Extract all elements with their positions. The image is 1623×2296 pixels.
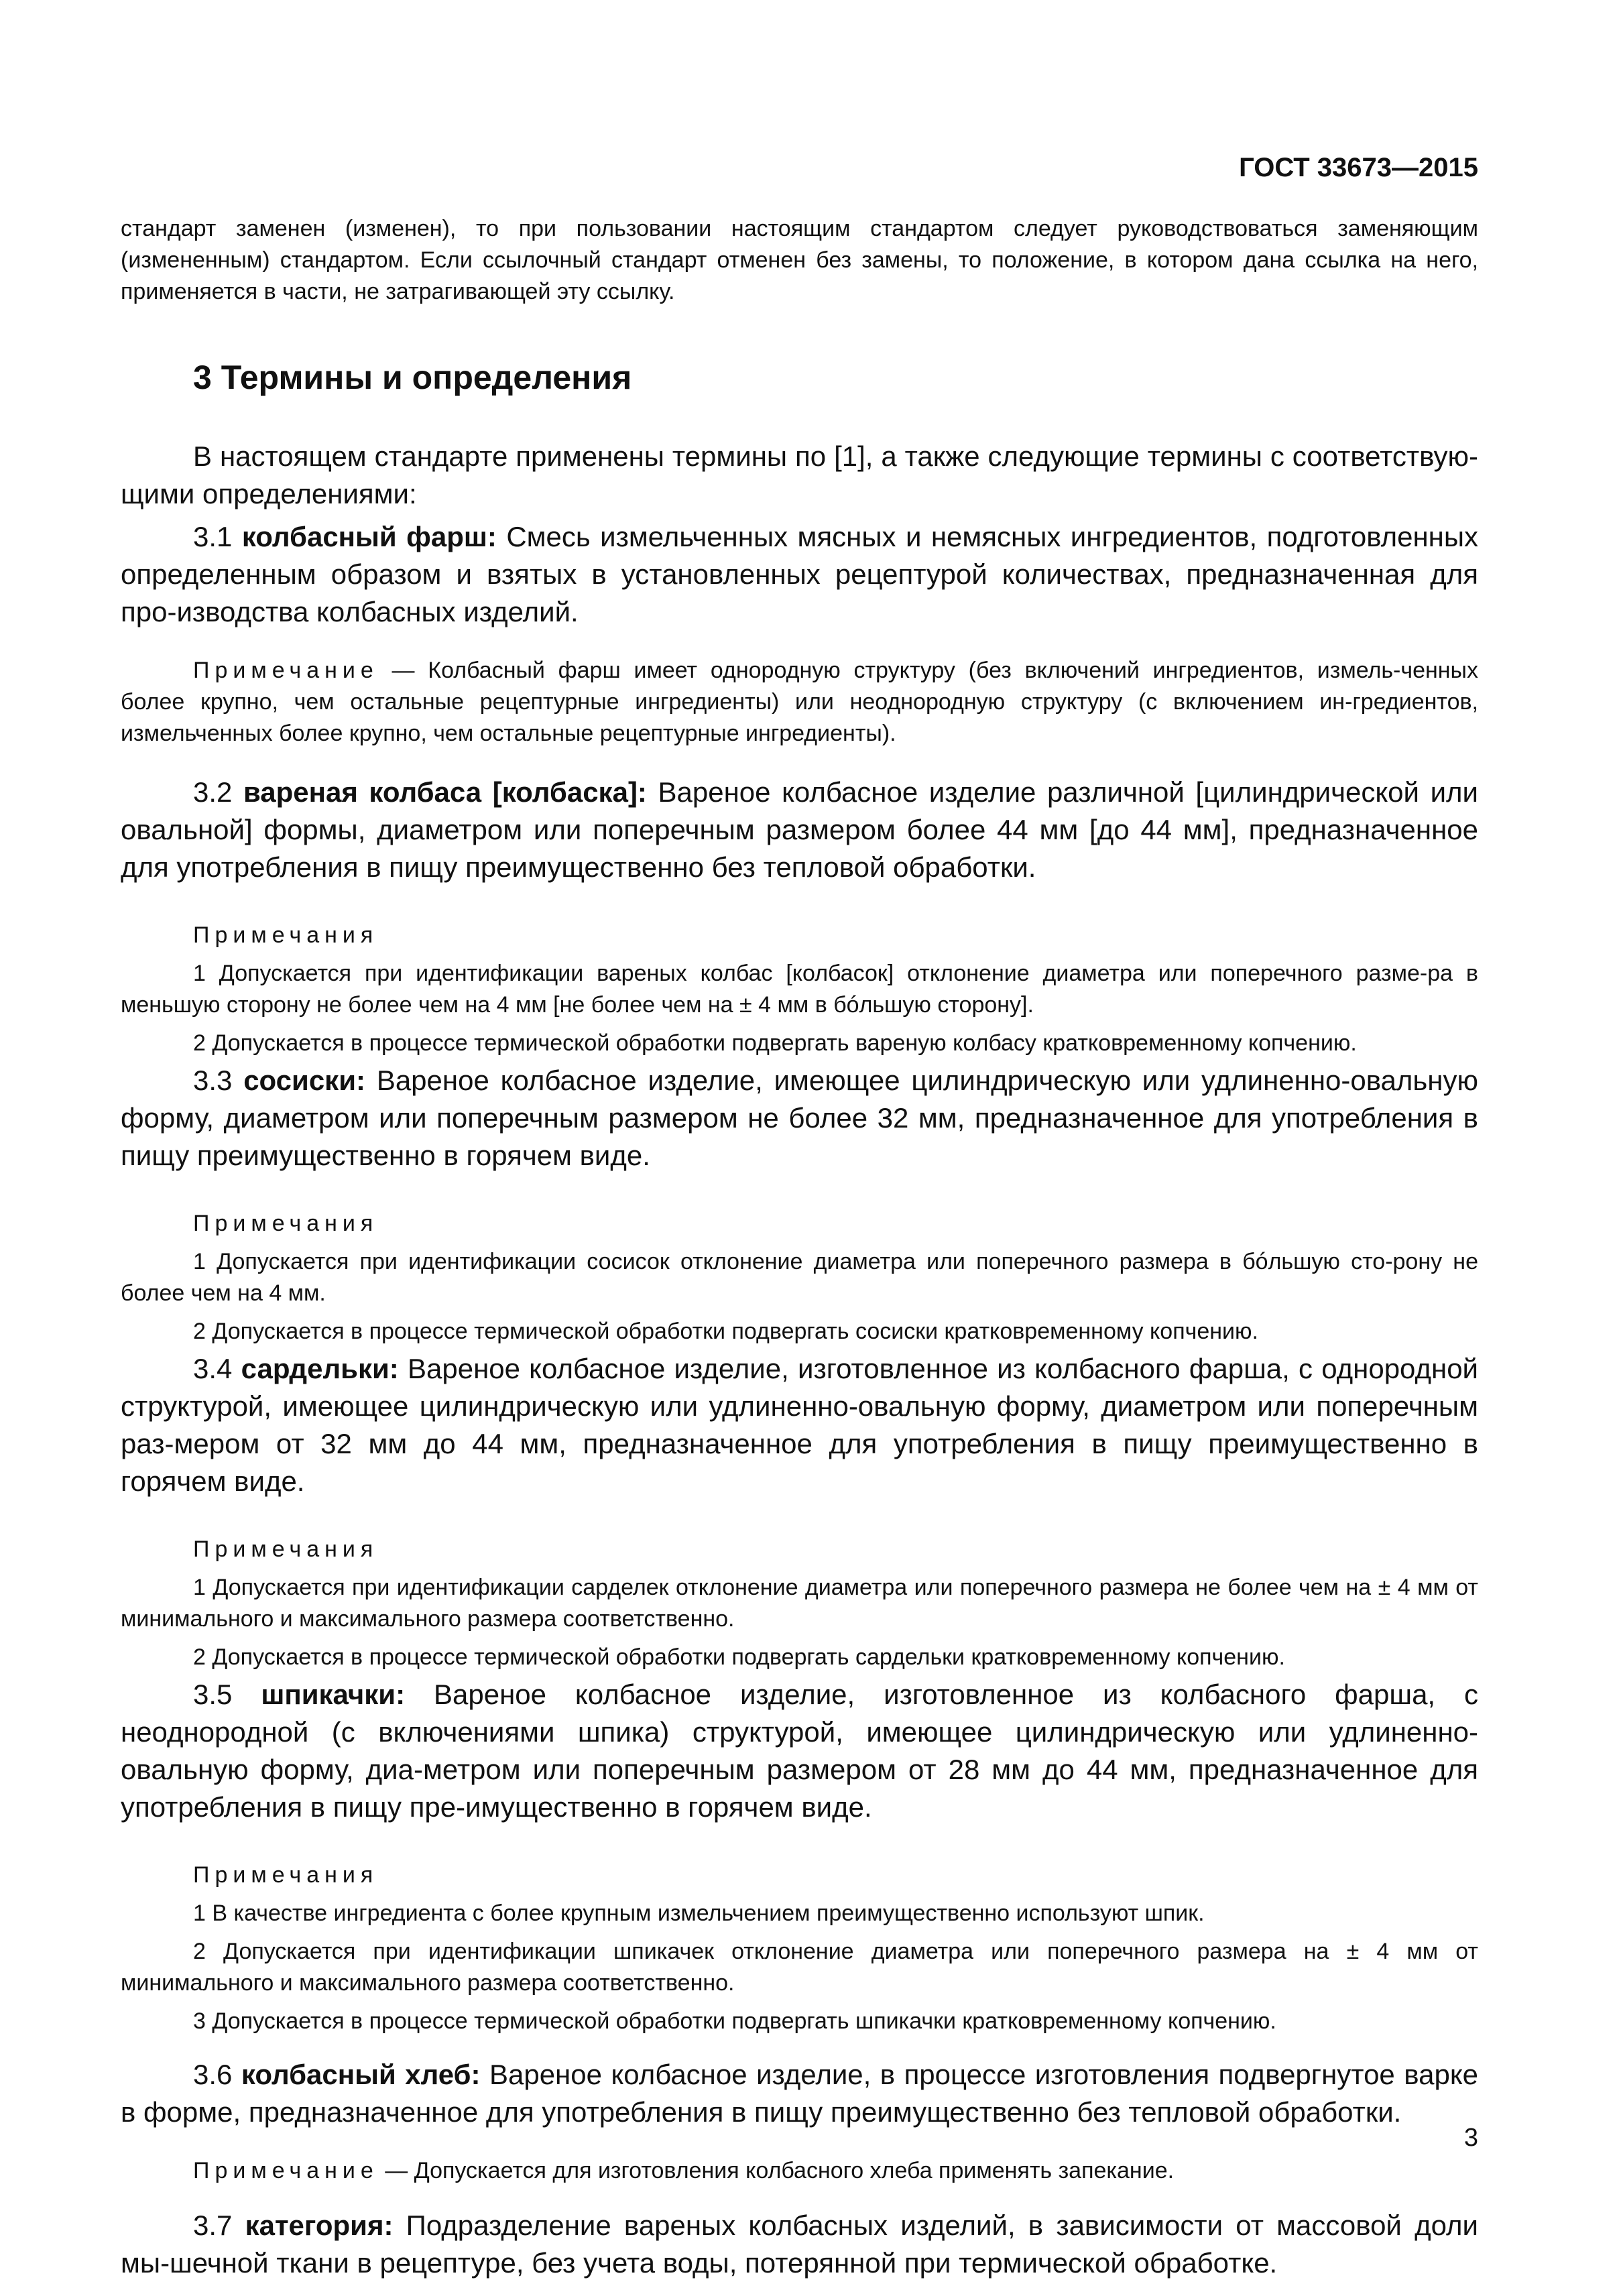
section-title: 3 Термины и определения: [193, 359, 632, 396]
term-definition: Вареное колбасное изделие, изготовленное из колбасного фарша, с однородной структурой, имеющее цилиндрическую или удлиненно-овальную форму, диаметром или поперечным раз-мером от 32 мм до 44 мм, предназначенное для употребления в пищу преимущественно в горячем виде.: [121, 1353, 1479, 1497]
term-name: шпикачки:: [261, 1679, 406, 1710]
document-header-id: ГОСТ 33673—2015: [1239, 153, 1478, 182]
term-number: 3.4: [193, 1353, 233, 1384]
page-content: [121, 213, 1478, 2282]
term-definition: Вареное колбасное изделие, имеющее цилиндрическую или удлиненно-овальную форму, диаметром или поперечным размером не более 32 мм, предназначенное для употребления в пищу преимущественно в горячем виде.: [121, 1065, 1478, 1171]
note-3-5-1: 1 В качестве ингредиента с более крупным измельчением преимущественно используют шпик.: [193, 1900, 1205, 1926]
term-3-4: [121, 1350, 1478, 1500]
term-3-1: [121, 518, 1478, 631]
note-3-6: [121, 2155, 1478, 2187]
term-3-5: [121, 1676, 1478, 1826]
term-name: сардельки:: [241, 1353, 399, 1384]
intro-paragraph: стандарт заменен (изменен), то при пользовании настоящим стандартом следует руководствоваться заменяющим (измененным) стандартом. Если ссылочный стандарт отменен без замены, то положение, в котором дана ссылка на него, применяется в части, не затрагивающей эту ссылку.: [121, 216, 1478, 304]
term-name: колбасный фарш:: [241, 521, 497, 552]
term-number: 3.5: [193, 1679, 233, 1710]
note-label: Примечание: [193, 658, 379, 683]
term-definition: Смесь измельченных мясных и немясных ингредиентов, подготовленных определенным образом и взятых в установленных рецептурой количествах, предназначенная для про-изводства колбасных изделий.: [121, 521, 1479, 627]
section-lead: В настоящем стандарте применены термины по [1], а также следующие термины с соответствую-щими определениями:: [121, 440, 1478, 509]
term-number: 3.6: [193, 2059, 233, 2090]
term-definition: Вареное колбасное изделие, в процессе изготовления подвергнутое варке в форме, предназначенное для употребления в пищу преимущественно без тепловой обработки.: [121, 2059, 1479, 2128]
term-name: категория:: [245, 2210, 394, 2241]
notes-label-3-3: Примечания: [193, 1211, 379, 1236]
page-number: 3: [1463, 2124, 1478, 2152]
term-name: сосиски:: [243, 1065, 366, 1096]
notes-label-3-2: Примечания: [193, 922, 379, 948]
notes-label-3-4: Примечания: [193, 1536, 379, 1562]
term-number: 3.3: [193, 1065, 233, 1096]
term-3-7: [121, 2207, 1478, 2282]
term-name: колбасный хлеб:: [241, 2059, 481, 2090]
note-3-5-2: 2 Допускается при идентификации шпикачек отклонение диаметра или поперечного размера на ± 4 мм от минимального и максимального размера соответственно.: [121, 1939, 1478, 1996]
note-3-5-3: 3 Допускается в процессе термической обработки подвергать шпикачки кратковременному копчению.: [193, 2008, 1276, 2034]
term-3-3: [121, 1062, 1478, 1174]
note-3-3-1: 1 Допускается при идентификации сосисок отклонение диаметра или поперечного размера в бóльшую сто-рону не более чем на 4 мм.: [121, 1249, 1478, 1306]
term-number: 3.7: [193, 2210, 233, 2241]
note-label: Примечание: [193, 2158, 379, 2183]
term-name: вареная колбаса [колбаска]:: [243, 776, 647, 808]
term-definition: Вареное колбасное изделие, изготовленное из колбасного фарша, с неоднородной (с включениями шпика) структурой, имеющее цилиндрическую или удлиненно-овальную форму, диа-метром или поперечным размером от 28 мм до 44 мм, предназначенное для употребления в пищу пре-имущественно в горячем виде.: [121, 1679, 1479, 1823]
note-text: — Колбасный фарш имеет однородную структуру (без включений ингредиентов, измель-ченных более крупно, чем остальные рецептурные ингредиенты) или неоднородную структуру (с включением ин-гредиентов, измельченных более крупно, чем остальные рецептурные ингредиенты).: [121, 658, 1478, 746]
term-definition: Подразделение вареных колбасных изделий, в зависимости от массовой доли мы-шечной ткани в рецептуре, без учета воды, потерянной при термической обработке.: [121, 2210, 1479, 2279]
note-3-2-1: 1 Допускается при идентификации вареных колбас [колбасок] отклонение диаметра или поперечного разме-ра в меньшую сторону не более чем на 4 мм [не более чем на ± 4 мм в бóльшую сторону].: [121, 961, 1478, 1018]
note-3-3-2: 2 Допускается в процессе термической обработки подвергать сосиски кратковременному копчению.: [193, 1319, 1258, 1344]
term-3-2: [121, 774, 1478, 886]
term-number: 3.1: [193, 521, 233, 552]
term-number: 3.2: [193, 776, 233, 808]
note-3-2-2: 2 Допускается в процессе термической обработки подвергать вареную колбасу кратковременному копчению.: [193, 1030, 1357, 1056]
note-text: — Допускается для изготовления колбасного хлеба применять запекание.: [385, 2158, 1175, 2183]
notes-label-3-5: Примечания: [193, 1862, 379, 1888]
note-3-4-1: 1 Допускается при идентификации сарделек отклонение диаметра или поперечного размера не более чем на ± 4 мм от минимального и максимального размера соответственно.: [121, 1575, 1478, 1632]
term-definition: Вареное колбасное изделие различной [цилиндрической или овальной] формы, диаметром или поперечным размером более 44 мм [до 44 мм], предназначенное для употребления в пищу преимущественно без тепловой обработки.: [121, 776, 1478, 883]
term-3-6: [121, 2056, 1478, 2131]
note-3-4-2: 2 Допускается в процессе термической обработки подвергать сардельки кратковременному копчению.: [193, 1644, 1285, 1670]
note-3-1: [121, 655, 1478, 749]
